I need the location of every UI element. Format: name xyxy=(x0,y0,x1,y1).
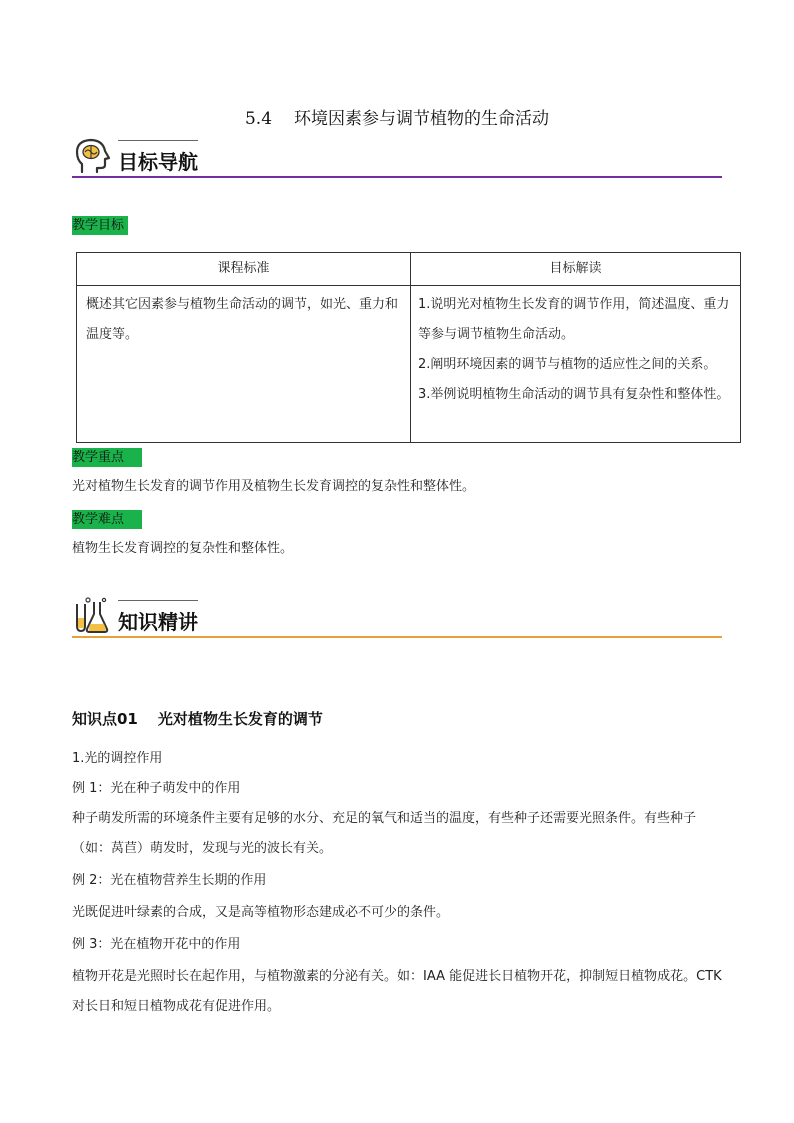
interpretation-item: 1.说明光对植物生长发育的调节作用，简述温度、重力等参与调节植物生命活动。 xyxy=(418,297,730,342)
paragraph: 例 2：光在植物营养生长期的作用 xyxy=(72,873,267,888)
tag-teaching-goals: 教学目标 xyxy=(72,216,128,235)
tag-difficulties: 教学难点 xyxy=(72,510,142,529)
paragraph: 例 3：光在植物开花中的作用 xyxy=(72,937,241,952)
section-rule-orange xyxy=(72,636,722,638)
paragraph: 植物开花是光照时长在起作用，与植物激素的分泌有关。如：IAA 能促进长日植物开花，抑制短日植物成花。CTK 对长日和短日植物成花有促进作用。 xyxy=(72,969,722,1014)
lab-flask-icon xyxy=(72,596,112,636)
paragraph: 例 1：光在种子萌发中的作用 xyxy=(72,781,241,796)
section-label-knowledge: 知识精讲 xyxy=(118,610,198,634)
interpretation-item: 3.举例说明植物生命活动的调节具有复杂性和整体性。 xyxy=(418,387,730,402)
section-top-rule xyxy=(118,600,198,601)
title-number: 5.4 xyxy=(244,109,273,129)
section-label-goals: 目标导航 xyxy=(118,150,198,174)
interpretation-item: 2.阐明环境因素的调节与植物的适应性之间的关系。 xyxy=(418,357,717,372)
section-header-goals xyxy=(72,140,722,180)
goals-table xyxy=(76,252,741,443)
section-header-knowledge xyxy=(72,600,722,640)
table-header-standard: 课程标准 xyxy=(77,253,411,286)
difficulties-text: 植物生长发育调控的复杂性和整体性。 xyxy=(72,541,294,556)
paragraph: 光既促进叶绿素的合成，又是高等植物形态建成必不可少的条件。 xyxy=(72,905,450,920)
title-text: 环境因素参与调节植物的生命活动 xyxy=(294,109,550,129)
table-header-interpretation: 目标解读 xyxy=(411,253,741,286)
brain-head-icon xyxy=(74,138,114,176)
section-top-rule xyxy=(118,140,198,141)
knowledge-point-title: 光对植物生长发育的调节 xyxy=(157,710,323,728)
table-cell-interpretation xyxy=(411,286,741,443)
tag-key-points: 教学重点 xyxy=(72,448,142,467)
table-cell-standard: 概述其它因素参与植物生命活动的调节，如光、重力和温度等。 xyxy=(77,286,411,443)
page-title xyxy=(0,104,794,129)
knowledge-point-heading xyxy=(72,708,323,729)
section-rule-purple xyxy=(72,176,722,178)
paragraph: 1.光的调控作用 xyxy=(72,751,163,766)
key-points-text: 光对植物生长发育的调节作用及植物生长发育调控的复杂性和整体性。 xyxy=(72,479,476,494)
paragraph: 种子萌发所需的环境条件主要有足够的水分、充足的氧气和适当的温度，有些种子还需要光照条件。有些种子（如：莴苣）萌发时，发现与光的波长有关。 xyxy=(72,811,697,856)
knowledge-point-number: 知识点01 xyxy=(72,710,138,728)
